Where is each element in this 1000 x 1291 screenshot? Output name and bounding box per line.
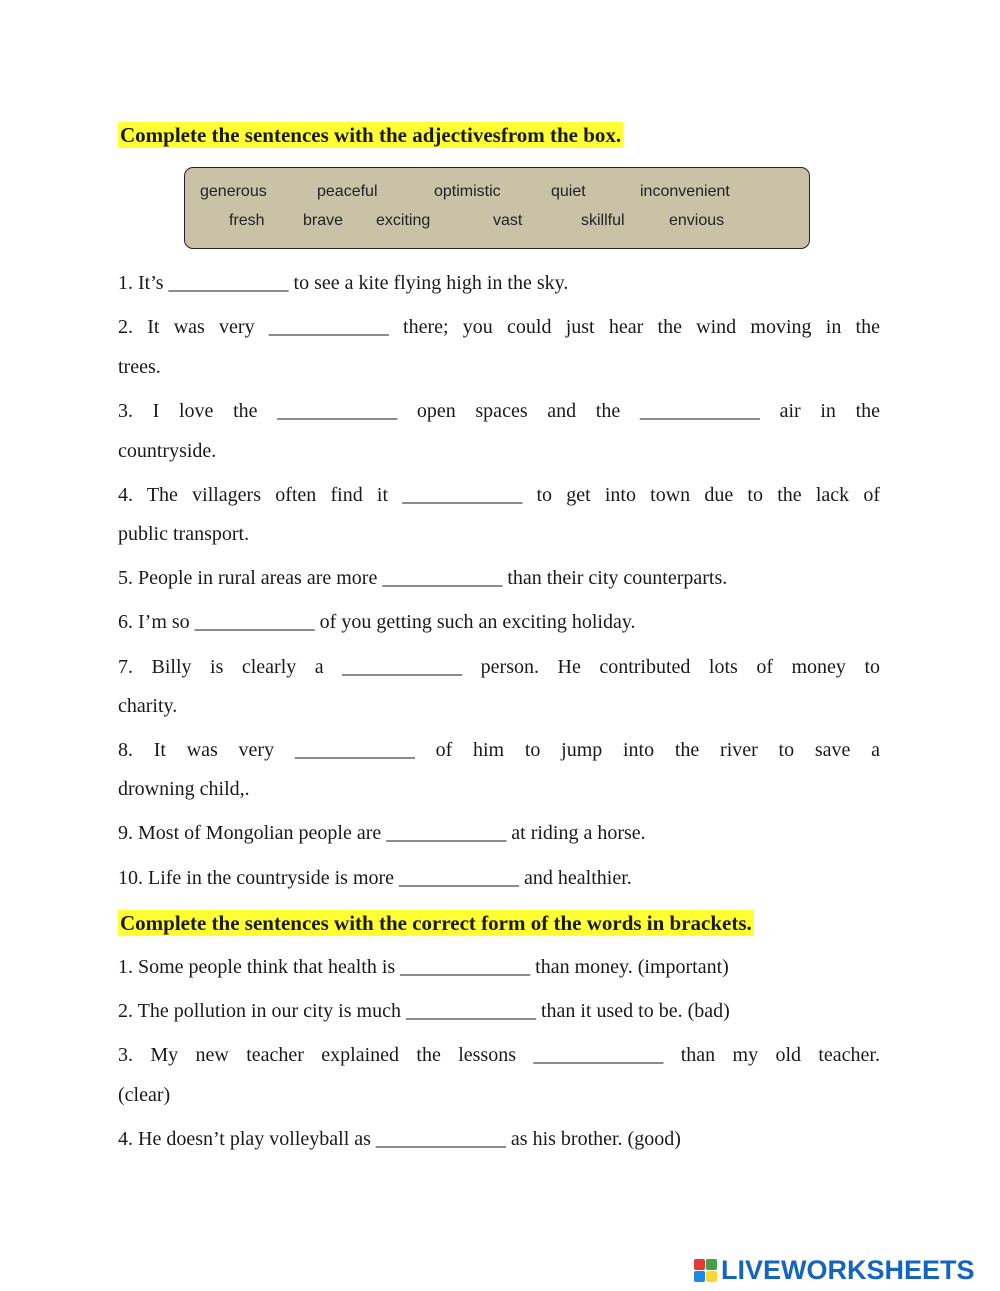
s1-question-8-cont: drowning child,. [118,778,250,800]
s2-question-4: 4. He doesn’t play volleyball as _____________ as his brother. (good) [118,1128,681,1150]
word-fresh: fresh [229,212,265,229]
word-skillful: skillful [581,212,625,229]
liveworksheets-logo[interactable] [694,1255,975,1285]
s2-question-3-cont: (clear) [118,1084,171,1106]
s1-question-3: 3. I love the ____________ open spaces and the ____________ air in the [118,400,880,422]
word-optimistic: optimistic [434,183,501,200]
s1-question-9: 9. Most of Mongolian people are ____________ at riding a horse. [118,822,646,844]
s2-question-1: 1. Some people think that health is _____________ than money. (important) [118,956,729,978]
section1-heading: Complete the sentences with the adjectivesfrom the box. [120,123,622,147]
s2-question-2: 2. The pollution in our city is much _____________ than it used to be. (bad) [118,1000,730,1022]
s1-question-4: 4. The villagers often find it ____________ to get into town due to the lack of [118,484,880,506]
logo-text: LIVEWORKSHEETS [721,1254,975,1285]
word-exciting: exciting [376,212,431,229]
s1-question-6: 6. I’m so ____________ of you getting such an exciting holiday. [118,611,636,633]
s2-question-3: 3. My new teacher explained the lessons _____________ than my old teacher. [118,1044,880,1066]
word-generous: generous [200,183,267,200]
s1-question-2-cont: trees. [118,356,161,378]
word-envious: envious [669,212,725,229]
s1-question-8: 8. It was very ____________ of him to jump into the river to save a [118,739,880,761]
s1-question-4-cont: public transport. [118,523,250,545]
word-bank-box [184,167,810,249]
word-inconvenient: inconvenient [640,183,730,200]
s1-question-7-cont: charity. [118,695,178,717]
s1-question-5: 5. People in rural areas are more ____________ than their city counterparts. [118,567,728,589]
word-peaceful: peaceful [317,183,378,200]
word-quiet: quiet [551,183,586,200]
s1-question-10: 10. Life in the countryside is more ____________ and healthier. [118,867,632,889]
word-brave: brave [303,212,344,229]
s1-question-1: 1. It’s ____________ to see a kite flying high in the sky. [118,272,569,294]
word-vast: vast [493,212,523,229]
logo-blocks-icon [694,1259,717,1282]
s1-question-7: 7. Billy is clearly a ____________ person. He contributed lots of money to [118,656,880,678]
s1-question-3-cont: countryside. [118,440,217,462]
s1-question-2: 2. It was very ____________ there; you could just hear the wind moving in the [118,316,880,338]
section2-heading: Complete the sentences with the correct form of the words in brackets. [120,911,752,935]
